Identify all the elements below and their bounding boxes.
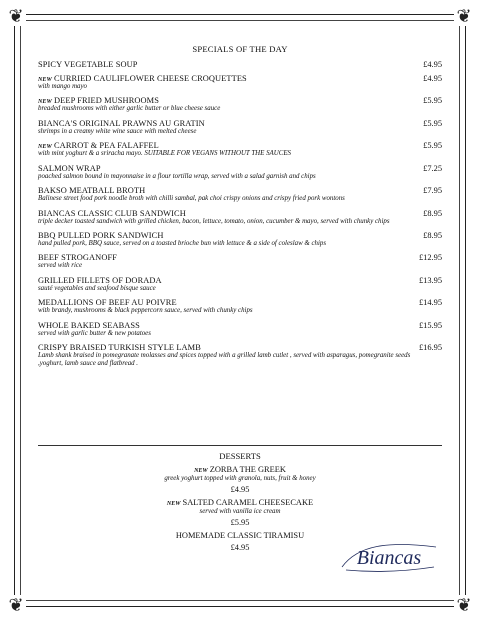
menu-item [38,209,442,226]
menu-item-name-text: BBQ PULLED PORK SANDWICH [38,230,164,240]
menu-item-row [38,321,442,330]
menu-item-name-text: SALMON WRAP [38,163,101,173]
menu-item [38,119,442,136]
menu-item-description: served with rice [38,262,83,270]
menu-item-name-text: CURRIED CAULIFLOWER CHEESE CROQUETTES [53,74,247,83]
dessert-description: greek yoghurt topped with granola, nuts, fruit & honey [164,475,316,482]
menu-item [38,298,442,315]
menu-item [38,321,442,338]
menu-item-price: £7.95 [423,186,442,196]
menu-item-name-text: MEDALLIONS OF BEEF AU POIVRE [38,298,177,308]
corner-ornament-icon: ❦ [6,595,26,615]
menu-item-name-text: BAKSO MEATBALL BROTH [38,186,146,196]
menu-item [38,96,442,113]
menu-item-row [38,253,442,262]
menu-item-price: £4.95 [423,74,442,83]
menu-item-name-text: BIANCAS CLASSIC CLUB SANDWICH [38,208,186,218]
menu-item [38,276,442,293]
divider [38,445,442,446]
menu-item-name-text: BEEF STROGANOFF [38,253,117,263]
menu-item-row [38,119,442,128]
menu-item [38,74,442,91]
menu-item [38,231,442,248]
menu-item-name [38,141,159,150]
menu-item-row [38,141,442,150]
dessert-name [38,498,442,507]
menu-item-row [38,186,442,195]
menu-item-name-text: GRILLED FILLETS OF DORADA [38,275,162,285]
menu-item-description: Lamb shank braised in pomegranate molasses and spices topped with a grilled lamb cutlet , served with asparagus, pomegranite seeds ,yoghurt, lamb sauce and flatbread . [38,352,411,368]
menu-item-name [38,298,177,307]
menu-item-description: Balinese street food pork noodle broth with chilli sambal, pak choi crispy onions and crispy fried pork wontons [38,195,345,203]
menu-item-price: £15.95 [418,320,442,330]
dessert-item [38,498,442,527]
dessert-item [38,465,442,494]
menu-item-price: £7.25 [423,163,442,173]
corner-ornament-icon: ❦ [454,595,474,615]
dessert-name-text: HOMEMADE CLASSIC TIRAMISU [175,531,305,540]
new-badge-icon: NEW [166,501,181,507]
menu-item-name [38,343,201,352]
menu-item-name-text: SPICY VEGETABLE SOUP [38,60,138,69]
menu-item-row [38,96,442,105]
menu-item-description: shrimps in a creamy white wine sauce with melted cheese [38,127,197,135]
specials-title: SPECIALS OF THE DAY [192,44,288,54]
menu-item-name [38,231,163,240]
menu-item [38,164,442,181]
new-badge-icon: NEW [38,99,52,106]
menu-item-price: £16.95 [418,343,442,353]
menu-item-row [38,164,442,173]
menu-item-name-text: WHOLE BAKED SEABASS [38,320,140,330]
menu-item [38,186,442,203]
desserts-header [38,445,442,461]
new-badge-icon: NEW [38,77,52,83]
menu-item-price: £8.95 [423,208,442,218]
desserts-title: DESSERTS [219,451,261,461]
menu-item-name [38,253,117,262]
menu-item-description: sauté vegetables and seafood bisque sauce [38,284,156,292]
menu-item [38,60,442,69]
specials-section [38,44,442,374]
menu-item-description: with mango mayo [38,83,87,90]
menu-item-name [38,164,101,173]
menu-item-price: £5.95 [423,118,442,128]
dessert-name-text: SALTED CARAMEL CHEESECAKE [182,498,314,507]
menu-item-row [38,231,442,240]
dessert-price: £4.95 [230,543,250,552]
biancas-logo [338,537,440,577]
dessert-name [38,465,442,474]
menu-item-description: breaded mushrooms with either garlic butter or blue cheese sauce [38,105,221,113]
dessert-name-text: ZORBA THE GREEK [209,465,286,474]
menu-item-price: £5.95 [423,96,442,106]
menu-item-price: £13.95 [418,275,442,285]
new-badge-icon: NEW [194,468,208,474]
menu-item [38,253,442,270]
menu-item-name-text: CRISPY BRAISED TURKISH STYLE LAMB [38,343,201,353]
menu-item-price: £4.95 [423,60,442,69]
menu-item-row [38,343,442,352]
menu-item [38,141,442,158]
menu-item-name-text: DEEP FRIED MUSHROOMS [53,96,159,106]
new-badge-icon: NEW [38,144,52,151]
menu-item-name-text: CARROT & PEA FALAFFEL [53,141,159,151]
menu-item-name [38,321,140,330]
menu-item-price: £12.95 [418,253,442,263]
menu-item-description: served with garlic butter & new potatoes [38,329,151,337]
menu-item-name [38,209,186,218]
menu-item-price: £8.95 [423,230,442,240]
menu-item-name [38,96,159,105]
menu-item-row [38,60,442,69]
dessert-description: served with vanilla ice cream [199,508,281,515]
menu-item [38,343,442,369]
menu-item-description: with brandy, mushrooms & black peppercorn sauce, served with chunky chips [38,307,253,315]
menu-item-row [38,276,442,285]
menu-item-description: with mint yoghurt & a sriracha mayo. SUITABLE FOR VEGANS WITHOUT THE SAUCES [38,150,291,158]
menu-item-row [38,209,442,218]
menu-item-name [38,74,247,83]
menu-item-description: poached salmon bound in mayonnaise in a flour tortilla wrap, served with a salad garnish and chips [38,172,316,180]
menu-item-price: £5.95 [423,141,442,151]
menu-item-description: triple decker toasted sandwich with grilled chicken, bacon, lettuce, tomato, onion, cucumber & mayo, served with chunky chips [38,217,390,225]
menu-item-name [38,60,138,69]
specials-list [38,60,442,369]
menu-item-name [38,119,205,128]
menu-item-row [38,298,442,307]
corner-ornament-icon: ❦ [454,6,474,26]
menu-item-name [38,186,145,195]
menu-item-row [38,74,442,83]
dessert-price: £5.95 [230,518,250,527]
dessert-price: £4.95 [230,485,250,494]
corner-ornament-icon: ❦ [6,6,26,26]
logo-text: Biancas [356,547,422,569]
menu-item-name [38,276,162,285]
menu-item-name-text: BIANCA'S ORIGINAL PRAWNS AU GRATIN [38,118,205,128]
menu-item-price: £14.95 [418,298,442,308]
menu-item-description: hand pulled pork, BBQ sauce, served on a toasted brioche bun with lettuce & a side of coleslaw & chips [38,239,327,247]
